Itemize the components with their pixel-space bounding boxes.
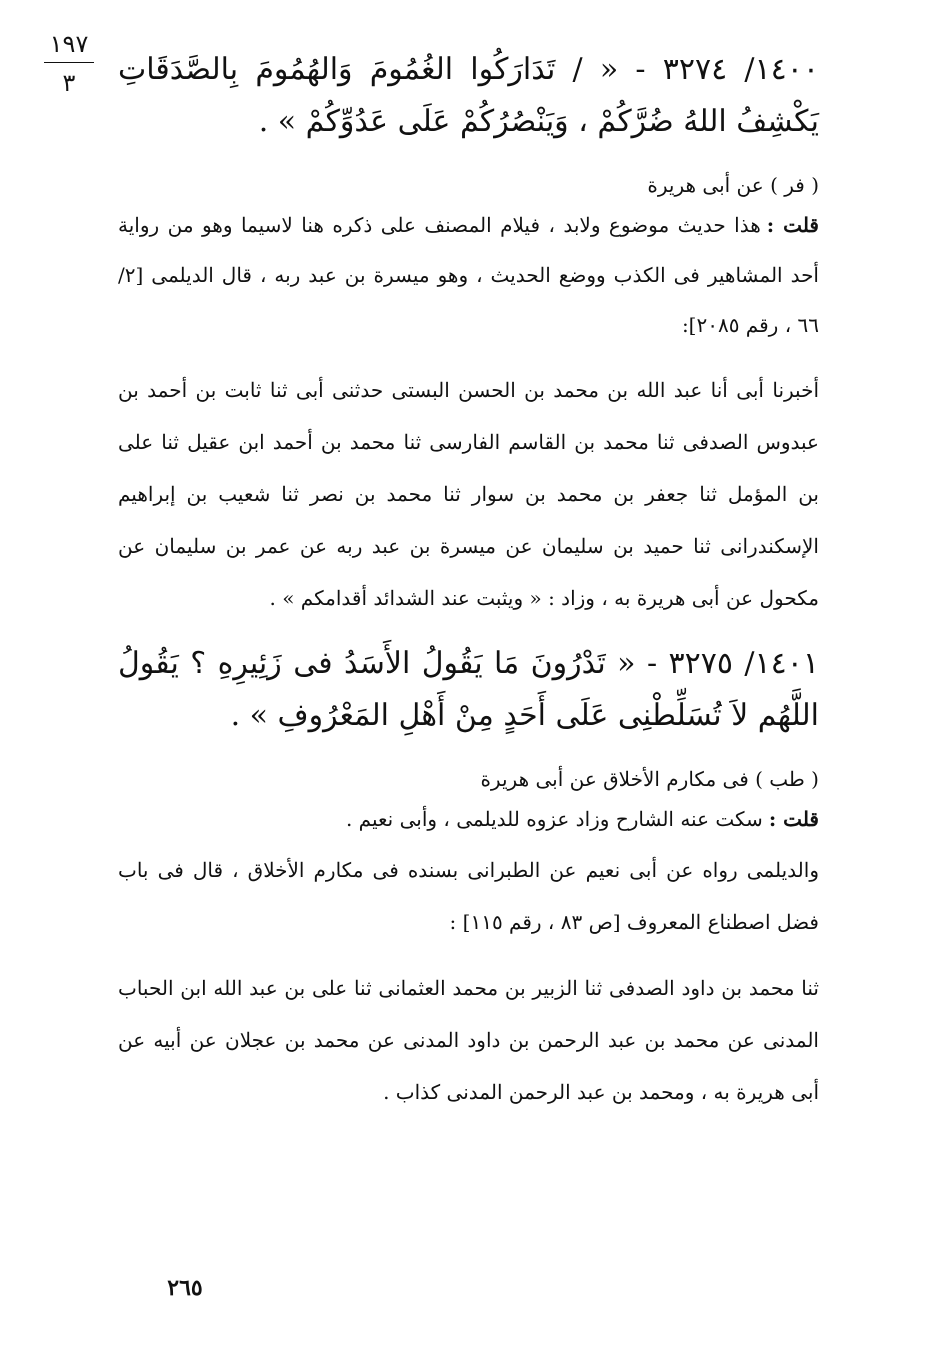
hadith-source-1: ( فر ) عن أبى هريرة xyxy=(647,173,819,197)
commentary-text-2b: والديلمى رواه عن أبى نعيم عن الطبرانى بسنده فى مكارم الأخلاق ، قال فى باب فضل اصطناع المعروف [ص ٨٣ ، رقم ١١٥] : xyxy=(118,858,819,934)
page-number: ٢٦٥ xyxy=(167,1275,203,1301)
margin-ref-divider xyxy=(44,62,94,63)
commentary-text-2: سكت عنه الشارح وزاد عزوه للديلمى ، وأبى نعيم . xyxy=(345,807,763,831)
hadith-text-2: ١٤٠١/ ٣٢٧٥ - « تَدْرُونَ مَا يَقُولُ الأَسَدُ فى زَئِيرِهِ ؟ يَقُولُ اللَّهُم لاَ تُسَلِّطْنِى عَلَى أَحَدٍ مِنْ أَهْلِ المَعْرُوفِ » . xyxy=(118,646,819,733)
isnad-text-1: أخبرنا أبى أنا عبد الله بن محمد بن الحسن البستى حدثنى أبى ثنا ثابت بن أحمد بن عبدوس الصدفى ثنا محمد بن القاسم الفارسى ثنا محمد بن أحمد ابن عقيل ثنا على بن المؤمل ثنا جعفر بن محمد بن سوار ثنا محمد بن نصر ثنا شعيب بن إبراهيم الإسكندرانى ثنا حميد بن سليمان عن ميسرة بن عبد ربه عن عمر بن سليمان عن مكحول عن أبى هريرة به ، وزاد : « ويثبت عند الشدائد أقدامكم » . xyxy=(118,378,819,610)
commentary-label-1: قلت : xyxy=(766,213,819,237)
hadith-text-1: ١٤٠٠/ ٣٢٧٤ - « / تَدَارَكُوا الغُمُومَ وَالهُمُومَ بِالصَّدَقَاتِ يَكْشِفُ اللهُ ضُرَّكُمْ ، وَيَنْصُرُكُمْ عَلَى عَدُوِّكُمْ » . xyxy=(118,52,819,139)
page-content xyxy=(118,44,819,1118)
margin-ref-top: ١٩٧ xyxy=(49,30,89,58)
commentary-2 xyxy=(118,794,819,844)
commentary-text-1: هذا حديث موضوع ولابد ، فيلام المصنف على ذكره هنا لاسيما وهو من رواية أحد المشاهير فى الكذب ووضع الحديث ، وهو ميسرة بن عبد ربه ، قال الديلمى [٢/ ٦٦ ، رقم ٢٠٨٥]: xyxy=(118,213,819,337)
margin-reference xyxy=(38,30,100,97)
commentary-1 xyxy=(118,200,819,350)
hadith-source-2: ( طب ) فى مكارم الأخلاق عن أبى هريرة xyxy=(480,767,819,791)
margin-ref-bottom: ٣ xyxy=(62,69,76,97)
commentary-label-2: قلت : xyxy=(768,807,819,831)
isnad-text-2: ثنا محمد بن داود الصدفى ثنا الزبير بن محمد العثمانى ثنا على بن عبد الله ابن الحباب المدنى عن محمد بن عبد الرحمن بن داود المدنى عن محمد بن عجلان عن أبيه عن أبى هريرة به ، ومحمد بن عبد الرحمن المدنى كذاب . xyxy=(118,976,819,1104)
